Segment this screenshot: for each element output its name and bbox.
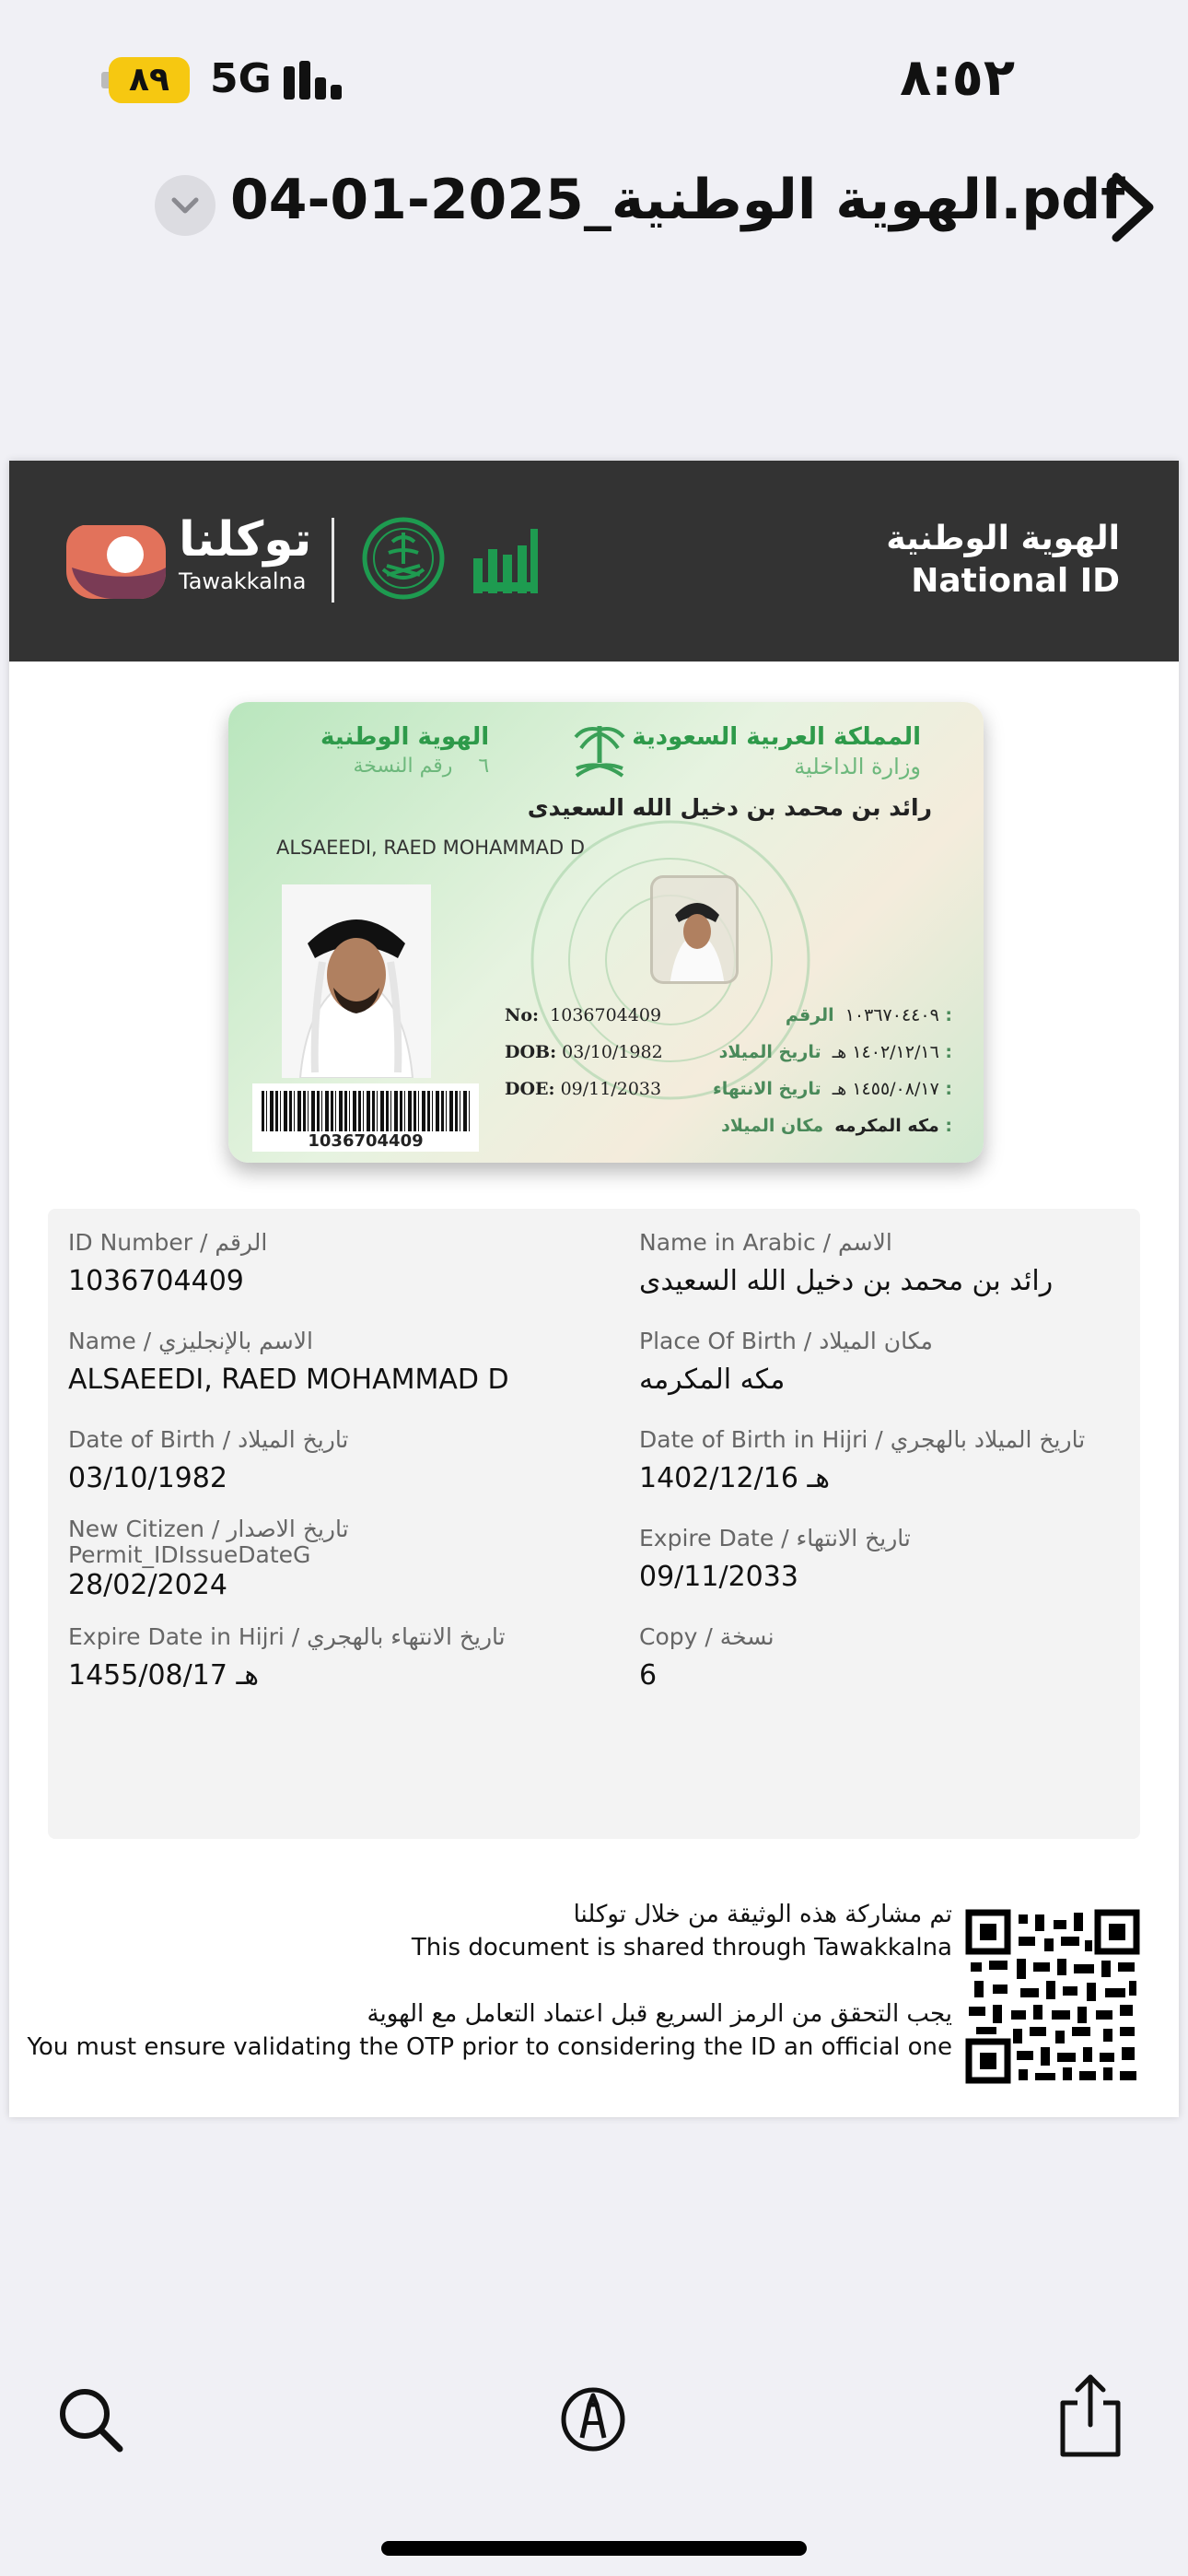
barcode-number: 1036704409 [308, 1131, 424, 1151]
field-name-english [68, 1328, 509, 1398]
barcode-bars [262, 1091, 470, 1131]
network-type: 5G [210, 55, 272, 102]
card-ar-no: ١٠٣٦٧٠٤٤٠٩ الرقم : [785, 1005, 952, 1025]
header-title-en: National ID [911, 562, 1120, 600]
card-ar-dob: ١٤٠٢/١٢/١٦ هـ تاريخ الميلاد : [718, 1042, 952, 1062]
field-name-arabic [639, 1229, 1053, 1299]
status-bar [0, 0, 1188, 157]
app-name-en: Tawakkalna [179, 568, 307, 594]
palm-swords-emblem-icon [569, 719, 630, 783]
card-ministry-ar: وزارة الداخلية [794, 754, 921, 779]
field-value: 1402/12/16 هـ [639, 1462, 831, 1494]
footer-notice [27, 1898, 952, 2064]
tawakkalna-wordmark [179, 512, 311, 595]
field-place-of-birth [639, 1328, 933, 1398]
document-page [9, 461, 1179, 2117]
field-value: 03/10/1982 [68, 1462, 227, 1494]
card-en-fields [505, 997, 663, 1107]
field-label: Expire Date / تاريخ الانتهاء [639, 1525, 911, 1551]
card-name-en: ALSAEEDI, RAED MOHAMMAD D [276, 837, 586, 859]
field-label: Name in Arabic / الاسم [639, 1229, 892, 1256]
field-value: رائد بن محمد بن دخيل الله السعيدى [639, 1265, 1054, 1297]
card-copy-number [320, 752, 489, 781]
page-header [9, 461, 1179, 662]
chevron-down-icon [155, 175, 215, 236]
qr-code[interactable] [965, 1909, 1140, 2084]
footer-shared-en: This document is shared through Tawakkalna [411, 1934, 952, 1961]
home-indicator[interactable] [381, 2541, 807, 2556]
card-kingdom [632, 722, 921, 781]
field-value: مكه المكرمه [639, 1364, 786, 1396]
document-title[interactable]: الهوية الوطنية_2025-01-04.pdf [230, 168, 1125, 232]
card-barcode [252, 1083, 479, 1152]
card-en-no: No: 1036704409 [505, 1005, 662, 1025]
title-menu-button[interactable] [155, 175, 215, 236]
moi-emblem-icon [361, 516, 446, 601]
field-dob-hijri [639, 1426, 1085, 1496]
card-kingdom-ar: المملكة العربية السعودية [632, 723, 921, 751]
battery-tip [101, 72, 109, 88]
field-expire-hijri [68, 1623, 506, 1693]
tawakkalna-logo-icon [64, 518, 168, 606]
field-id-number [68, 1229, 267, 1299]
field-label: ID Number / الرقم [68, 1229, 268, 1256]
field-value: 6 [639, 1659, 658, 1692]
field-value: 28/02/2024 [68, 1569, 227, 1601]
card-holder-photo [282, 884, 431, 1078]
card-en-doe: DOE: 09/11/2033 [505, 1079, 662, 1099]
field-label: Date of Birth / تاريخ الميلاد [68, 1426, 349, 1453]
field-label-line1: New Citizen / تاريخ الاصدار [68, 1516, 349, 1542]
card-en-dob: DOB: 03/10/1982 [505, 1042, 663, 1062]
card-ar-doe: ١٤٥٥/٠٨/١٧ هـ تاريخ الانتهاء : [713, 1079, 952, 1099]
signal-icon [284, 61, 348, 100]
field-value: 09/11/2033 [639, 1561, 798, 1593]
markup-pen-icon[interactable] [556, 2383, 630, 2456]
card-nid-title [320, 722, 489, 781]
id-card-image [228, 702, 984, 1163]
footer-shared-ar: تم مشاركة هذه الوثيقة من خلال توكلنا [573, 1901, 952, 1928]
field-label: Copy / نسخة [639, 1623, 775, 1650]
field-issue-date [68, 1516, 349, 1603]
card-copy-value: ٦ [478, 755, 490, 778]
app-name-ar: توكلنا [179, 512, 312, 568]
field-dob [68, 1426, 348, 1496]
battery-indicator: ٨٩ [109, 57, 190, 103]
field-label: Place Of Birth / مكان الميلاد [639, 1328, 933, 1354]
header-title-ar: الهوية الوطنية [886, 520, 1120, 557]
field-value: ALSAEEDI, RAED MOHAMMAD D [68, 1364, 509, 1396]
field-label: Expire Date in Hijri / تاريخ الانتهاء بالهجري [68, 1623, 506, 1650]
field-label: Name / الاسم بالإنجليزي [68, 1328, 313, 1354]
field-value: 1036704409 [68, 1265, 244, 1297]
field-copy [639, 1623, 775, 1693]
field-label-line2: Permit_IDIssueDateG [68, 1541, 311, 1568]
card-ar-fields [713, 997, 952, 1144]
card-ghost-photo [650, 875, 739, 984]
footer-verify-ar: يجب التحقق من الرمز السريع قبل اعتماد التعامل مع الهوية [367, 2000, 952, 2028]
card-name-ar: رائد بن محمد بن دخيل الله السعيدى [527, 794, 932, 821]
absher-logo-icon [470, 521, 543, 597]
share-icon[interactable] [1054, 2371, 1127, 2460]
card-copy-label: رقم النسخة [353, 755, 453, 778]
card-nid-title-ar: الهوية الوطنية [320, 723, 490, 751]
clock: ٨:٥٢ [900, 48, 1015, 108]
search-icon[interactable] [53, 2383, 127, 2456]
footer-verify-en: You must ensure validating the OTP prior to considering the ID an official one [27, 2033, 952, 2061]
card-ar-pob: مكه المكرمه مكان الميلاد : [721, 1116, 952, 1136]
field-expire-date [639, 1525, 911, 1595]
header-divider [332, 518, 334, 603]
field-value: 1455/08/17 هـ [68, 1659, 260, 1692]
id-details-panel [48, 1209, 1140, 1839]
header-title [886, 518, 1120, 603]
field-label: Date of Birth in Hijri / تاريخ الميلاد بالهجري [639, 1426, 1086, 1453]
